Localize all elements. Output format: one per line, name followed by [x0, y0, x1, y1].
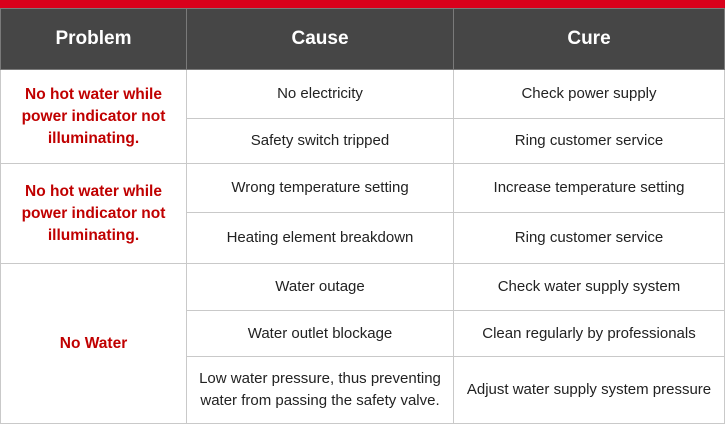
cure-cell: Check water supply system [454, 264, 725, 311]
cause-cell: Heating element breakdown [187, 213, 454, 264]
cure-cell: Clean regularly by professionals [454, 311, 725, 357]
top-accent-bar [0, 0, 725, 8]
cure-cell: Increase temperature setting [454, 164, 725, 213]
troubleshooting-table [0, 8, 725, 424]
header-problem: Problem [1, 9, 187, 70]
table-row [1, 70, 725, 119]
table-row [1, 264, 725, 311]
header-row [1, 9, 725, 70]
cause-cell: No electricity [187, 70, 454, 119]
cure-cell: Ring customer service [454, 119, 725, 164]
table-row [1, 164, 725, 213]
cause-cell: Low water pressure, thus preventing water from passing the safety valve. [187, 357, 454, 424]
problem-cell: No Water [1, 264, 187, 424]
header-cure: Cure [454, 9, 725, 70]
header-cause: Cause [187, 9, 454, 70]
cause-cell: Wrong temperature setting [187, 164, 454, 213]
problem-cell: No hot water while power indicator not illuminating. [1, 164, 187, 264]
cure-cell: Adjust water supply system pressure [454, 357, 725, 424]
cure-cell: Check power supply [454, 70, 725, 119]
cause-cell: Water outlet blockage [187, 311, 454, 357]
cure-cell: Ring customer service [454, 213, 725, 264]
cause-cell: Water outage [187, 264, 454, 311]
problem-cell: No hot water while power indicator not illuminating. [1, 70, 187, 164]
cause-cell: Safety switch tripped [187, 119, 454, 164]
